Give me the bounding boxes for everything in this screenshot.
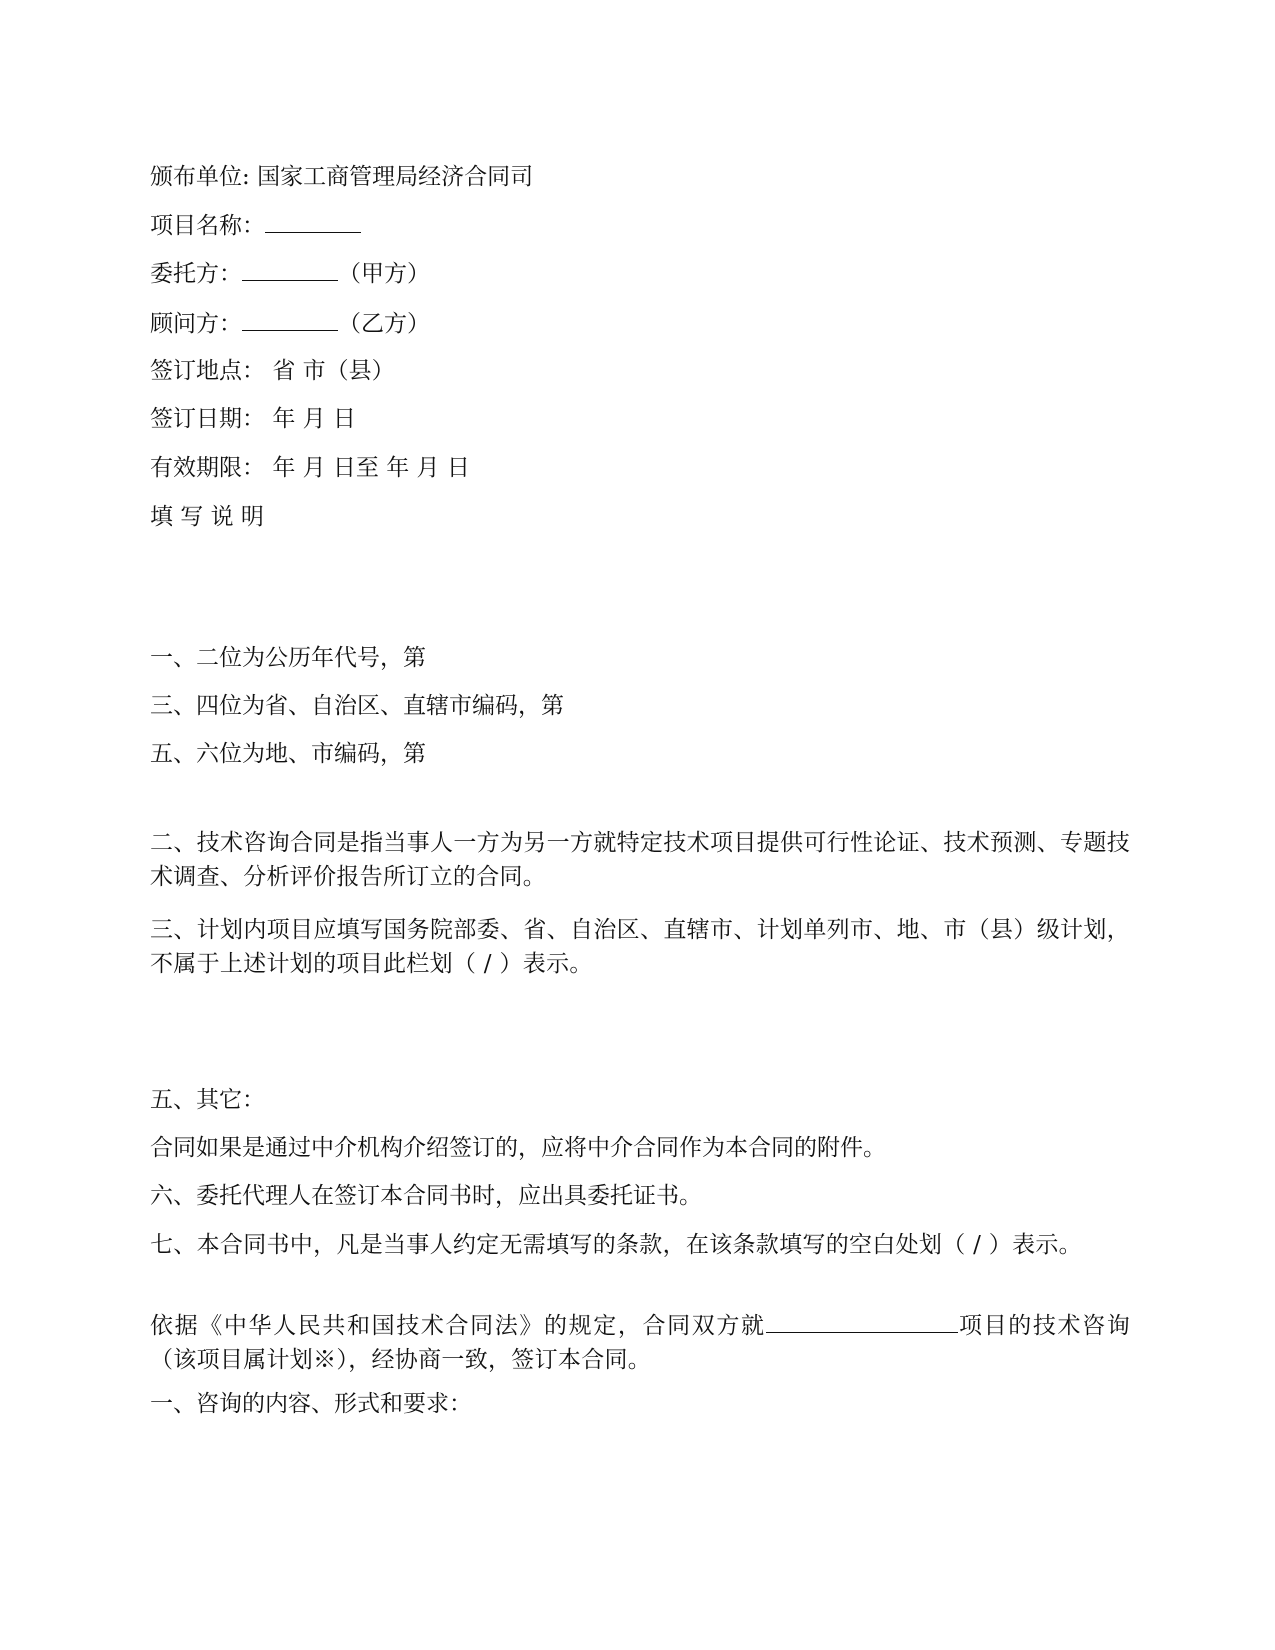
preamble-before: 依据《中华人民共和国技术合同法》的规定，合同双方就 — [150, 1313, 766, 1339]
issuer-line — [150, 166, 533, 189]
preamble-after: 项目的技术咨询（该项目属计划※），经协商一致，签订本合同。 — [150, 1313, 1130, 1373]
issuer-value: 国家工商管理局经济合同司 — [257, 164, 534, 190]
note-5-body: 合同如果是通过中介机构介绍签订的，应将中介合同作为本合同的附件。 — [150, 1135, 886, 1161]
validity-value: 年 月 日至 年 月 日 — [272, 455, 470, 481]
client-suffix: （甲方） — [338, 261, 430, 287]
sign-date-line — [150, 408, 356, 431]
client-line — [150, 262, 430, 286]
consultant-suffix: （乙方） — [338, 311, 430, 337]
validity-label: 有效期限： — [150, 455, 265, 481]
project-name-label: 项目名称： — [150, 213, 265, 239]
note-7: 七、本合同书中，凡是当事人约定无需填写的条款，在该条款填写的空白处划（ / ）表示。 — [150, 1232, 1082, 1258]
code-note-1: 一、二位为公历年代号，第 — [150, 645, 426, 671]
code-note-2: 三、四位为省、自治区、直辖市编码，第 — [150, 693, 564, 719]
sign-date-value: 年 月 日 — [272, 406, 356, 432]
note-2: 二、技术咨询合同是指当事人一方为另一方就特定技术项目提供可行性论证、技术预测、专题技术调查、分析评价报告所订立的合同。 — [150, 830, 1130, 890]
sign-place-label: 签订地点： — [150, 358, 265, 384]
sign-date-label: 签订日期： — [150, 406, 265, 432]
note-6: 六、委托代理人在签订本合同书时，应出具委托证书。 — [150, 1183, 702, 1209]
consultant-label: 顾问方： — [150, 311, 242, 337]
consultant-line — [150, 312, 430, 336]
note-5-title: 五、其它： — [150, 1087, 265, 1113]
project-name-line — [150, 214, 361, 238]
sign-place-line — [150, 360, 395, 383]
instructions-title: 填 写 说 明 — [150, 504, 264, 530]
preamble — [150, 1309, 1130, 1377]
preamble-project-blank — [766, 1314, 958, 1333]
note-3: 三、计划内项目应填写国务院部委、省、自治区、直辖市、计划单列市、地、市（县）级计划，不属于上述计划的项目此栏划（ / ）表示。 — [150, 917, 1130, 977]
issuer-label: 颁布单位: — [150, 164, 258, 190]
validity-line — [150, 457, 470, 480]
sign-place-value: 省 市（县） — [272, 358, 395, 384]
project-name-blank — [265, 214, 361, 233]
section-1-title: 一、咨询的内容、形式和要求： — [150, 1391, 472, 1417]
consultant-blank — [242, 312, 338, 331]
client-label: 委托方： — [150, 261, 242, 287]
code-note-3: 五、六位为地、市编码，第 — [150, 741, 426, 767]
client-blank — [242, 262, 338, 281]
